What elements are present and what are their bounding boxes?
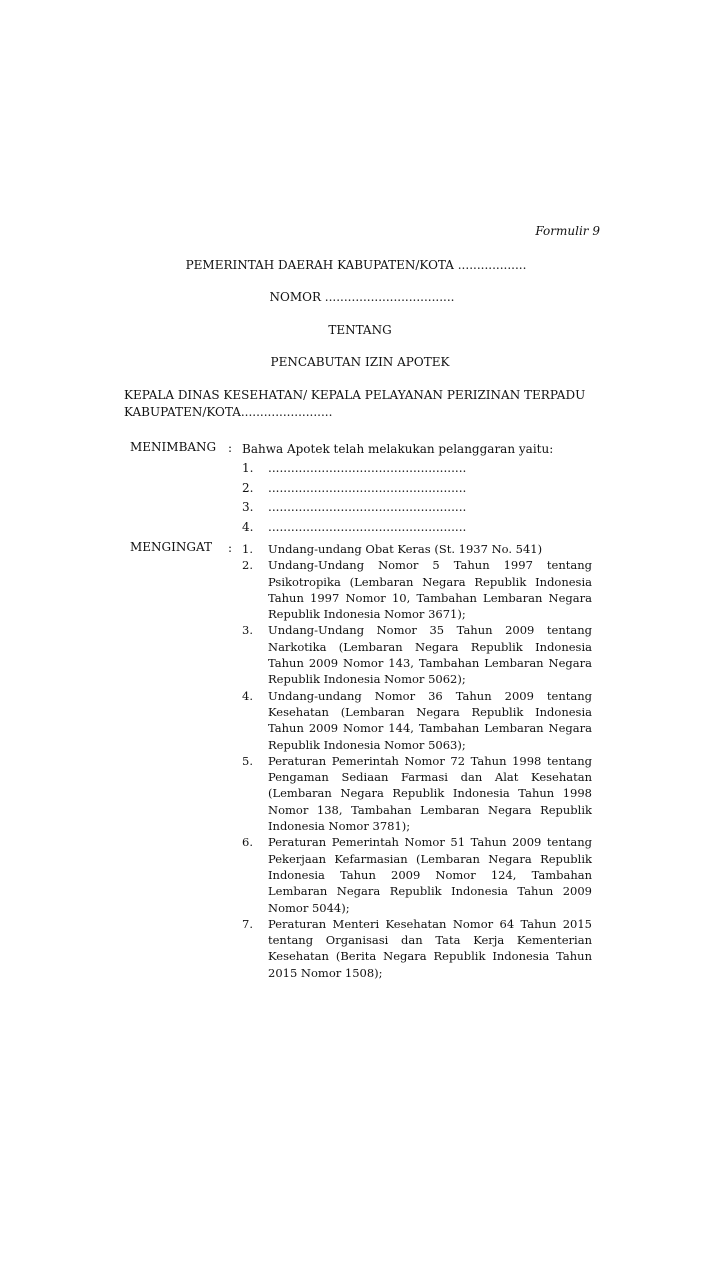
mengingat-item: [242, 688, 592, 753]
mengingat-item-text: Peraturan Pemerintah Nomor 51 Tahun 2009 tentang Pekerjaan Kefarmasian (Lembaran Negara Republik Indonesia Tahun 2009 Nomor 124, Tambahan Lembaran Negara Republik Indonesia Tahun 2009 Nomor 5044);: [268, 835, 592, 915]
mengingat-item-text: Undang-undang Nomor 36 Tahun 2009 tentang Kesehatan (Lembaran Negara Republik Indonesia Tahun 2009 Nomor 144, Tambahan Lembaran Negara Republik Indonesia Nomor 5063);: [268, 688, 592, 752]
menimbang-item: [242, 518, 466, 538]
mengingat-item: [242, 834, 592, 915]
mengingat-item: [242, 753, 592, 834]
mengingat-item: [242, 557, 592, 622]
mengingat-item-text: Undang-Undang Nomor 5 Tahun 1997 tentang Psikotropika (Lembaran Negara Republik Indonesia Tahun 1997 Nomor 10, Tambahan Lembaran Negara Republik Indonesia Nomor 3671);: [268, 558, 592, 622]
mengingat-item-number: 2.: [242, 558, 253, 573]
menimbang-item-blank: ....................................................: [268, 480, 467, 495]
mengingat-item-number: 4.: [242, 688, 253, 703]
mengingat-list: [242, 541, 592, 981]
menimbang-item-number: 4.: [242, 519, 254, 534]
menimbang-item-number: 2.: [242, 480, 254, 495]
menimbang-item: [242, 459, 466, 479]
form-code: Formulir 9: [535, 224, 600, 238]
mengingat-item-number: 5.: [242, 753, 253, 768]
menimbang-intro: Bahwa Apotek telah melakukan pelanggaran yaitu:: [242, 442, 554, 456]
menimbang-item-blank: ....................................................: [268, 461, 467, 475]
menimbang-item: [242, 498, 466, 518]
menimbang-colon: :: [228, 441, 233, 455]
decree-subject: PENCABUTAN IZIN APOTEK: [270, 355, 450, 369]
menimbang-item: [242, 479, 466, 499]
menimbang-item-number: 3.: [242, 500, 254, 514]
decree-number: NOMOR ..................................: [269, 290, 455, 304]
mengingat-item-text: Undang-Undang Nomor 35 Tahun 2009 tentang Narkotika (Lembaran Negara Republik Indonesia Tahun 2009 Nomor 143, Tambahan Lembaran Negara Republik Indonesia Nomor 5062);: [268, 623, 592, 687]
menimbang-item-blank: ....................................................: [268, 500, 467, 514]
mengingat-item: [242, 541, 592, 557]
mengingat-item: [242, 916, 592, 981]
menimbang-label: MENIMBANG: [130, 440, 217, 454]
mengingat-item-number: 7.: [242, 916, 253, 931]
menimbang-item-blank: ....................................................: [268, 519, 467, 534]
menimbang-list: [242, 459, 466, 537]
mengingat-item-number: 3.: [242, 623, 253, 638]
government-heading: PEMERINTAH DAERAH KABUPATEN/KOTA ..................: [185, 258, 527, 272]
mengingat-label: MENGINGAT: [130, 540, 212, 554]
mengingat-item-text: Peraturan Pemerintah Nomor 72 Tahun 1998 tentang Pengaman Sediaan Farmasi dan Alat Kesehatan (Lembaran Negara Republik Indonesia Tahun 1998 Nomor 138, Tambahan Lembaran Negara Republik Indonesia Nomor 3781);: [268, 753, 592, 834]
about-heading: TENTANG: [328, 323, 392, 337]
mengingat-item-text: Peraturan Menteri Kesehatan Nomor 64 Tahun 2015 tentang Organisasi dan Tata Kerja Kementerian Kesehatan (Berita Negara Republik Indonesia Tahun 2015 Nomor 1508);: [268, 916, 592, 980]
menimbang-item-number: 1.: [242, 461, 254, 475]
official-title-line-2: KABUPATEN/KOTA........................: [124, 405, 333, 419]
official-title-line-1: KEPALA DINAS KESEHATAN/ KEPALA PELAYANAN PERIZINAN TERPADU: [124, 388, 586, 402]
mengingat-item-number: 6.: [242, 835, 253, 850]
mengingat-colon: :: [228, 541, 233, 555]
mengingat-item-text: Undang-undang Obat Keras (St. 1937 No. 541): [268, 542, 543, 556]
mengingat-item: [242, 622, 592, 687]
mengingat-item-number: 1.: [242, 542, 253, 556]
